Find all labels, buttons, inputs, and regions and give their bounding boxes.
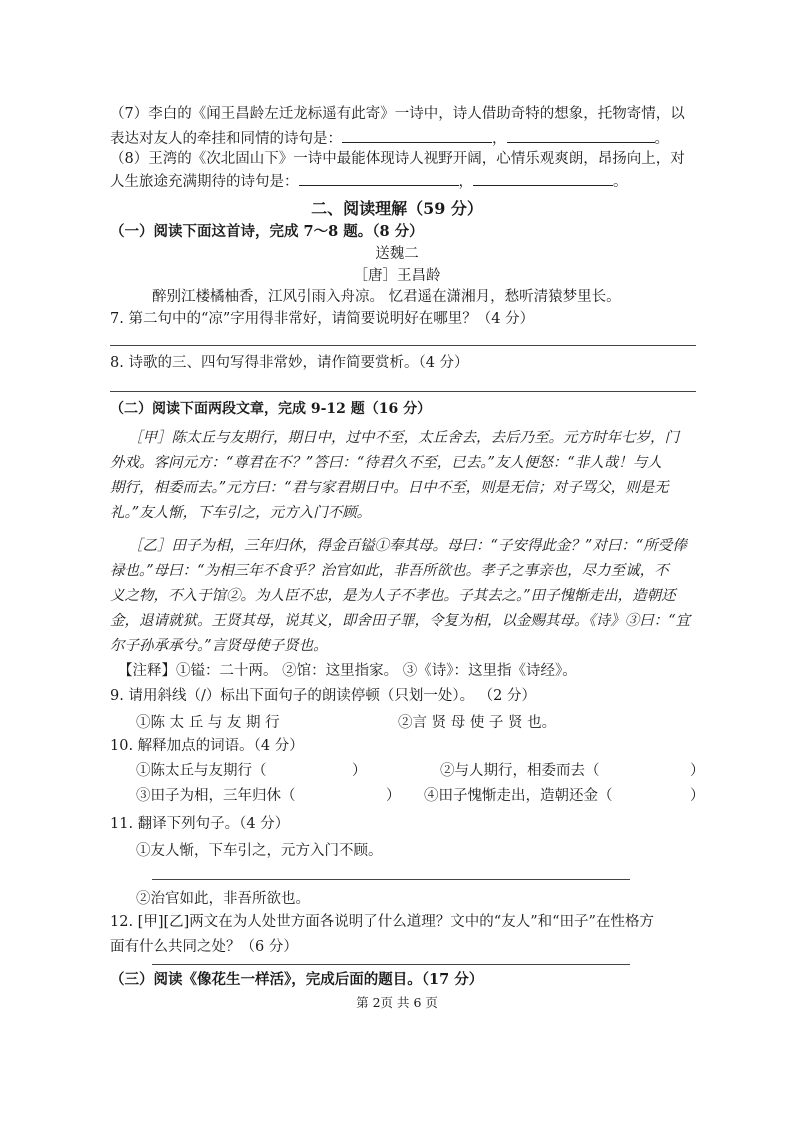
passage-jia-3: 期行，相委而去。”元方曰：“君与家君期日中。日中不至，则是无信；对子骂父，则是无 [110, 480, 669, 496]
question-8: 8. 诗歌的三、四句写得非常妙，请作简要赏析。（4 分） [110, 355, 469, 371]
passage-jia-2: 外戏。客问元方：“尊君在不？”答曰：“待君久不至，已去。”友人便怒：“非人哉！与人 [110, 455, 662, 471]
poem-text: 醉别江楼橘柚香，江风引雨入舟凉。 忆君遥在潇湘月，愁听清猿梦里长。 [152, 289, 621, 305]
q9-sentence-b[interactable]: ②言 贤 母 使 子 贤 也。 [398, 715, 557, 731]
q7-sep: ， [492, 131, 507, 147]
q10-close-2: ） [690, 763, 705, 779]
q8-sep: ， [458, 174, 473, 190]
question-7: 7. 第二句中的“凉”字用得非常好，请简要说明好在哪里？（4 分） [110, 311, 535, 327]
poem-author: ［唐］王昌龄 [353, 268, 441, 284]
q11-sentence-2: ②治官如此，非吾所欲也。 [136, 891, 310, 907]
q11-sentence-1: ①友人惭，下车引之，元方入门不顾。 [136, 843, 383, 859]
answer-line-8[interactable] [110, 391, 696, 392]
question-12-line2: 面有什么共同之处？（6 分） [110, 939, 298, 955]
answer-line-11-1[interactable] [152, 879, 630, 880]
question-12-line1: 12. [甲][乙]两文在为人处世方面各说明了什么道理？文中的“友人”和“田子”在性格方 [110, 914, 654, 930]
question-10: 10. 解释加点的词语。（4 分） [110, 738, 304, 754]
part3-heading: （三）阅读《像花生一样活》，完成后面的题目。（17 分） [110, 971, 484, 988]
q8-blank-1[interactable] [299, 171, 459, 186]
q7-prompt: 表达对友人的牵挂和同情的诗句是： [110, 131, 342, 147]
q10-close-1: ） [352, 763, 367, 779]
q8-prompt: 人生旅途充满期待的诗句是： [110, 174, 299, 190]
q7-blank-1[interactable] [342, 128, 492, 143]
passage-yi-3: 义之物，不入于馆②。为人臣不忠，是为人子不孝也。子其去之。”田子愧惭走出，造朝还 [110, 588, 676, 604]
q7-line2 [110, 128, 669, 149]
answer-line-12[interactable] [152, 964, 630, 965]
q10-item-2: ②与人期行，相委而去（ [440, 763, 600, 779]
q8-end: 。 [613, 174, 628, 190]
question-11: 11. 翻译下列句子。（4 分） [110, 816, 290, 832]
q7-blank-2[interactable] [507, 128, 655, 143]
q7-end: 。 [654, 131, 669, 147]
answer-line-7[interactable] [110, 345, 696, 346]
q10-close-4: ） [690, 788, 705, 804]
q10-close-3: ） [386, 788, 401, 804]
passage-yi-4: 金，退请就狱。王贤其母，说其义，即舍田子罪，令复为相，以金赐其母。《诗》③曰：“宜 [110, 613, 691, 629]
q7-line1: （7）李白的《闻王昌龄左迁龙标遥有此寄》一诗中，诗人借助奇特的想象，托物寄情，以 [110, 106, 685, 122]
q8-blank-2[interactable] [473, 171, 613, 186]
q8-line2 [110, 171, 628, 192]
passage-jia-4: 礼。”友人惭，下车引之，元方入门不顾。 [110, 505, 372, 521]
q10-item-4: ④田子愧惭走出，造朝还金（ [424, 788, 613, 804]
passage-yi-2: 禄也。”母曰：“为相三年不食乎？治官如此，非吾所欲也。孝子之事亲也，尽力至诚，不 [110, 563, 669, 579]
annotation-note: 【注释】①镒：二十两。 ②馆：这里指家。 ③《诗》：这里指《诗经》。 [118, 663, 577, 679]
poem-title: 送魏二 [375, 246, 419, 262]
page-footer: 第 2页 共 6 页 [356, 995, 438, 1010]
q8-line1: （8）王湾的《次北固山下》一诗中最能体现诗人视野开阔，心情乐观爽朗，昂扬向上，对 [110, 151, 685, 167]
q10-item-3: ③田子为相，三年归休（ [136, 788, 296, 804]
section-title: 二、阅读理解（59 分） [311, 199, 483, 218]
passage-yi-1: ［乙］田子为相，三年归休，得金百镒①奉其母。母曰：“子安得此金？”对曰：“所受俸 [128, 538, 687, 554]
passage-jia-1: ［甲］陈太丘与友期行，期日中，过中不至，太丘舍去，去后乃至。元方时年七岁，门 [128, 430, 679, 446]
q9-sentence-a[interactable]: ①陈 太 丘 与 友 期 行 [136, 715, 280, 731]
part2-heading: （二）阅读下面两段文章，完成 9-12 题（16 分） [110, 401, 432, 417]
part1-heading: （一）阅读下面这首诗，完成 7～8 题。（8 分） [110, 223, 424, 240]
question-9: 9. 请用斜线（/）标出下面句子的朗读停顿（只划一处）。 （2 分） [110, 688, 537, 704]
q10-item-1: ①陈太丘与友期行（ [136, 763, 267, 779]
passage-yi-5: 尔子孙承承兮。”言贤母使子贤也。 [110, 638, 328, 654]
